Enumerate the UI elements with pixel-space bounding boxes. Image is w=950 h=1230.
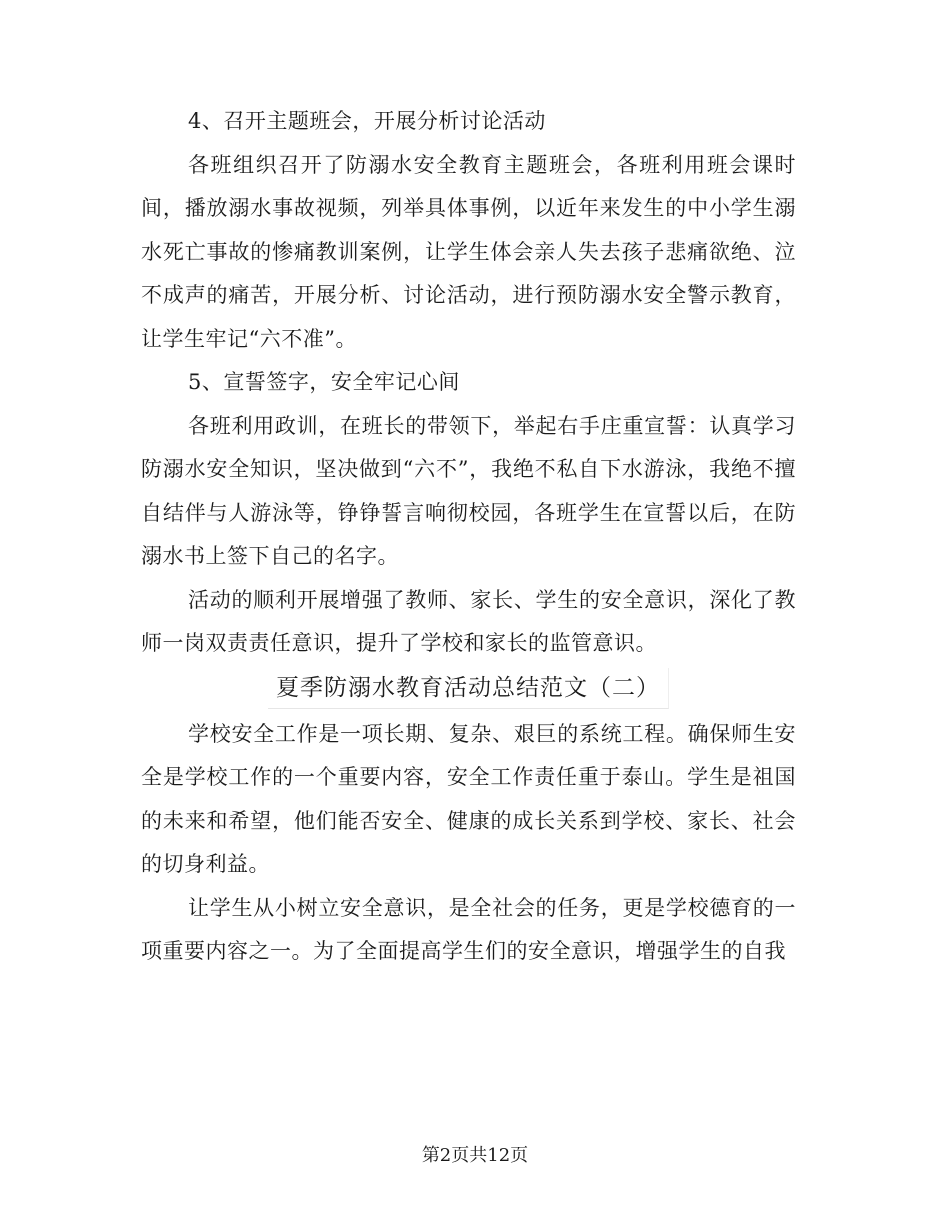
paragraph-safety-awareness: 让学生从小树立安全意识，是全社会的任务，更是学校德育的一项重要内容之一。为了全面提高学生们的安全意识，增强学生的自我 [141, 895, 796, 963]
article-title-wrapper [141, 668, 796, 709]
section-heading-5: 5、宣誓签字，安全牢记心间 [188, 370, 460, 394]
article-title: 夏季防溺水教育活动总结范文（二） [268, 668, 669, 709]
page-number-footer: 第2页共12页 [421, 1145, 529, 1166]
paragraph-summary: 活动的顺利开展增强了教师、家长、学生的安全意识，深化了教师一岗双责责任意识，提升了学校和家长的监管意识。 [141, 587, 796, 655]
paragraph-class-meeting: 各班组织召开了防溺水安全教育主题班会，各班利用班会课时间，播放溺水事故视频，列举具体事例，以近年来发生的中小学生溺水死亡事故的惨痛教训案例，让学生体会亲人失去孩子悲痛欲绝、泣不成声的痛苦，开展分析、讨论活动，进行预防溺水安全警示教育，让学生牢记“六不准”。 [141, 152, 796, 351]
document-body [141, 100, 796, 974]
paragraph-school-safety: 学校安全工作是一项长期、复杂、艰巨的系统工程。确保师生安全是学校工作的一个重要内容，安全工作责任重于泰山。学生是祖国的未来和希望，他们能否安全、健康的成长关系到学校、家长、社会的切身利益。 [141, 721, 796, 876]
paragraph-oath: 各班利用政训，在班长的带领下，举起右手庄重宣誓：认真学习防溺水安全知识，坚决做到“六不”，我绝不私自下水游泳，我绝不擅自结伴与人游泳等，铮铮誓言响彻校园，各班学生在宣誓以后，在防溺水书上签下自己的名字。 [141, 413, 796, 568]
section-heading-4: 4、召开主题班会，开展分析讨论活动 [188, 109, 546, 133]
